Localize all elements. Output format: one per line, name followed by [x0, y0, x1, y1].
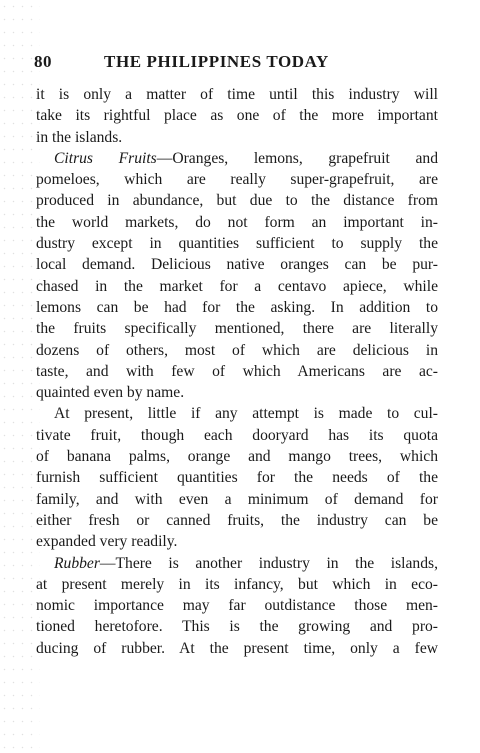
text-line: taste, and with few of which Americans are ac- [36, 362, 438, 380]
running-title: THE PHILIPPINES TODAY [104, 52, 329, 71]
text-line: at present merely in its infancy, but which in eco- [36, 575, 438, 593]
text-line: either fresh or canned fruits, the industry can be [36, 511, 438, 529]
text-line [36, 148, 438, 169]
text-line: quainted even by name. [36, 384, 185, 402]
page-number: 80 [34, 52, 52, 71]
page-edge-speckle [0, 0, 40, 753]
text-line: At present, little if any attempt is made to cul- [54, 405, 438, 423]
text-line: it is only a matter of time until this industry will [36, 86, 438, 103]
text-line: produced in abundance, but due to the distance from [36, 192, 438, 210]
text-line: tioned heretofore. This is the growing and pro- [36, 618, 438, 636]
text-line: chased in the market for a centavo apiece, while [36, 277, 438, 295]
text-line: expanded very readily. [36, 533, 178, 551]
text-line: family, and with even a minimum of demand for [36, 490, 438, 508]
text-line: pomeloes, which are really super-grapefruit, are [36, 171, 438, 189]
section-heading-rubber: Rubber [54, 554, 100, 572]
text-line: local demand. Delicious native oranges can be pur- [36, 256, 438, 274]
text-line: lemons can be had for the asking. In addition to [36, 298, 438, 316]
text-line: ducing of rubber. At the present time, only a few [36, 639, 438, 657]
text-line [36, 553, 438, 574]
section-heading-citrus: Citrus Fruits [54, 149, 157, 167]
body-text [36, 84, 438, 659]
text-line: tivate fruit, though each dooryard has its quota [36, 426, 438, 444]
page-header [34, 52, 444, 76]
text-line: dozens of others, most of which are delicious in [36, 341, 438, 359]
text-run: —Oranges, lemons, grapefruit and [156, 149, 438, 167]
text-line: in the islands. [36, 128, 123, 146]
text-line: the world markets, do not form an important in- [36, 213, 438, 231]
text-line: of banana palms, orange and mango trees, which [36, 448, 438, 466]
text-line: the fruits specifically mentioned, there are literally [36, 320, 438, 338]
text-line: dustry except in quantities sufficient to supply the [36, 235, 438, 253]
text-run: —There is another industry in the islands, [99, 554, 438, 572]
text-line: take its rightful place as one of the more important [36, 107, 438, 125]
text-line: furnish sufficient quantities for the needs of the [36, 469, 438, 487]
text-line: nomic importance may far outdistance those men- [36, 597, 438, 615]
